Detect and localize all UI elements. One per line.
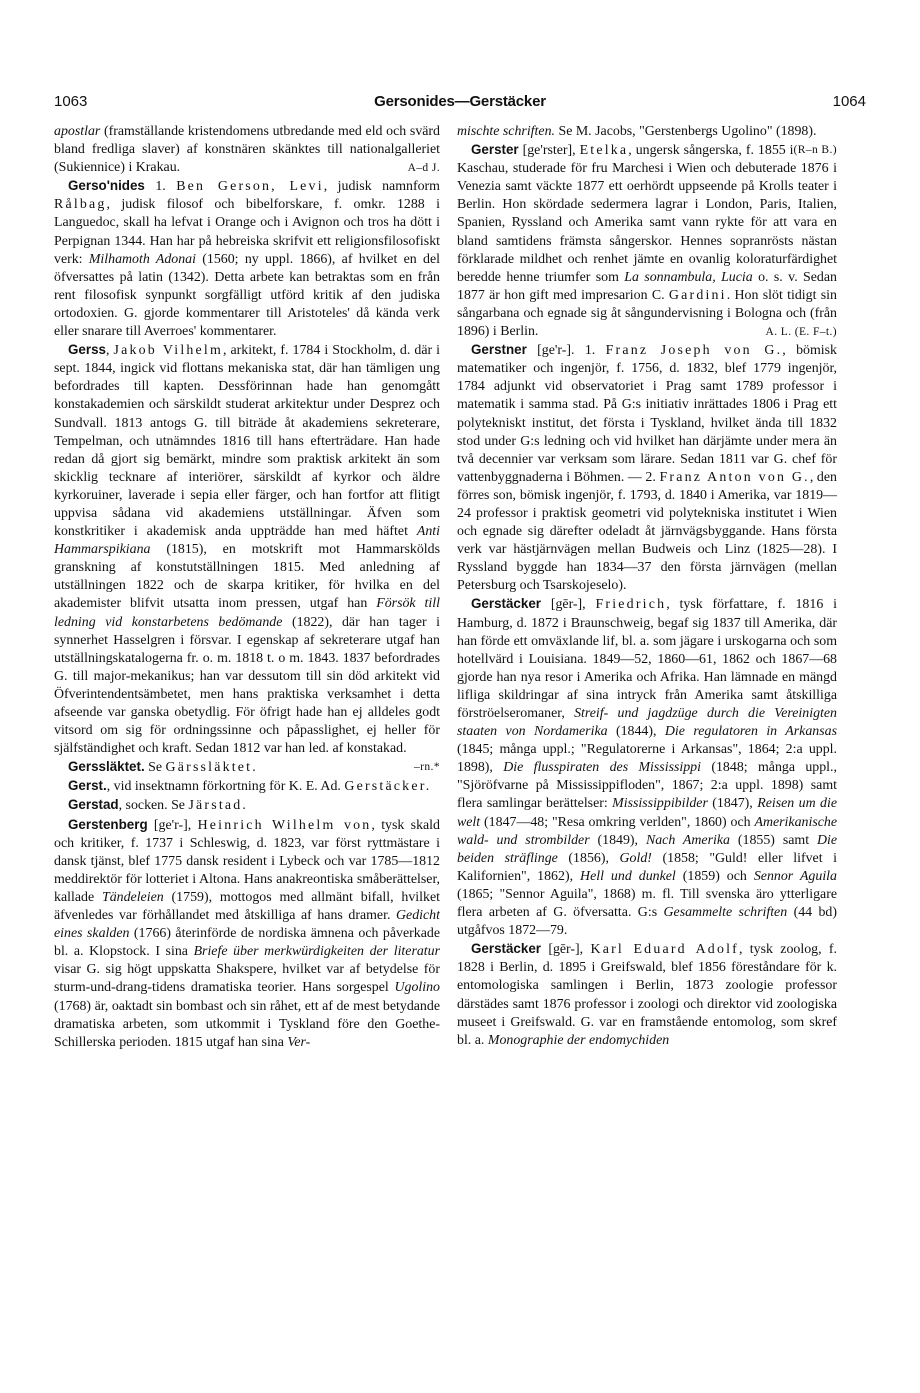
running-title: Gersonides—Gerstäcker	[374, 93, 546, 110]
headword: Gerster	[471, 142, 519, 158]
headword: Gerssläktet.	[68, 759, 145, 775]
entry-gerstner: Gerstner [ge'r-]. 1. Franz Joseph von G., bömisk matematiker och ingenjör, f. 1756, d. 1832, blef 1779 ingenjör, 1784 adjunkt vid observatoriet i Prag samt 1789 professor i matematik i samma stad. På G:s initiativ inrättades 1806 i Prag ett polytekniskt institut, det första i Tyskland, hvilket ända till 1832 stod under G:s ledning och vid hvilket han därjämte under mera än två decennier var verksam som lärare. Sedan 1811 var G. chef för vattenbyggnaderna i Böhmen. — 2. Franz Anton von G., den förres son, bömisk ingenjör, f. 1793, d. 1840 i Amerika, var 1819—24 professor i praktisk geometri vid polytekniska institutet i Wien och egnade sig därefter odeladt åt järnvägsbyggande. Hans första verk var hästjärnvägen mellan Budweis och Linz (1825—28). I Ryssland byggde han 1834—37 den första järnvägen (mellan Petersburg och Tsarskojeselo).	[457, 342, 837, 594]
cross-reference: Järstad.	[188, 798, 249, 814]
signature: (R–n B.)	[793, 144, 837, 157]
headword: Gerstäcker	[471, 596, 541, 612]
signature: –rn.*	[414, 761, 440, 774]
entry-gerstad: Gerstad, socken. Se Järstad.	[68, 797, 249, 814]
signature: A–d J.	[407, 162, 440, 175]
left-column	[54, 123, 440, 1373]
cross-reference: Gerstäcker.	[344, 779, 432, 795]
headword: Gerss	[68, 342, 106, 358]
page-header	[54, 93, 866, 115]
entry-gerss: Gerss, Jakob Vilhelm, arkitekt, f. 1784 i Stockholm, d. där i sept. 1844, ingick vid flottans mekaniska stat, där han tämligen ung befordrades till kapten. Dessförinnan hade han genomgått konstakademien och särskildt studerat arkitektur under Desprez och Sundvall. 1813 antogs G. till biträde åt akademiens sekreterare, Tempelman, och utnämndes 1816 till hans efterträdare. Han hade redan då gjort sig bemärkt, mindre som praktisk arkitekt än som skicklig tecknare af interiörer, särskildt af kyrkor och äldre kyrkoruiner, laverade i sepia eller färger, och han fortfor att flitigt uppvisa sådana vid akademiens utställningar. Äfven som konstkritiker i akademisk anda uppträdde han med häftet Anti Hammarspikiana (1815), en motskrift mot Hammarskölds granskning af konstutställningen 1815. Med anledning af utställningen 1822 och de skarpa kritiker, för hvilka en del akademister blifvit utsatta inom pressen, utgaf han Försök till ledning vid konstarbetens bedömande (1822), där han tager i synnerhet Hasselgren i försvar. I egenskap af sekreterare utgaf han utställningskatalogerna fr. o. m. 1818 t. o m. 1843. 1837 befordrades G. till major-mekanikus; han var dessutom till sin död arkitekt vid Öfverintendentsämbetet, men hans praktiska verksamhet i detta afseende var ganska obetydlig. För öfrigt hade han ej alldeles godt vitsord om sig för ordningssinne och påpasslighet, ej heller för själfständighet och kraft. Sedan 1812 var han led. af konstakad. –rn.*	[54, 341, 440, 758]
headword: Gerstäcker	[471, 941, 541, 957]
headword: Gerso'nides	[68, 178, 145, 194]
entry-continuation: apostlar (framställande kristendomens utbredande med eld och svärd bland fredliga slaver) af konstnären skänktes till nationalgalleriet (Sukiennice) i Krakau. A–d J.	[54, 123, 440, 177]
signature: A. L. (E. F–t.)	[765, 326, 837, 339]
headword: Gerstad	[68, 797, 119, 813]
right-column	[457, 123, 837, 1373]
headword: Gerstenberg	[68, 816, 148, 832]
entry-gerster: Gerster [ge'rster], Etelka, ungersk sångerska, f. 1855 i Kaschau, studerade för fru Marchesi i Wien och debuterade 1876 i Venezia samt väckte 1877 ett oerhördt uppseende på Krolls teater i Berlin. Hon skördade sedermera lagrar i London, Paris, Italien, Spanien, Ryssland och Amerika samt vann rykte för att vara en bland samtidens främsta sångerskor. Hennes sopranrösts nästan förklarade mildhet och renhet jämte en ovanlig koloraturfärdighet beredde henne triumfer som La sonnambula, Lucia o. s. v. Sedan 1877 är hon gift med impresarion C. Gardini. Hon slöt tidigt sin sångarbana och egnade sig åt sångundervisning i Bologna och (från 1896) i Berlin. A. L. (E. F–t.)	[457, 141, 837, 341]
entry-continuation: mischte schriften. Se M. Jacobs, "Gerstenbergs Ugolino" (1898). (R–n B.)	[457, 123, 837, 141]
entry-gersslaktet: Gerssläktet. Se Gärssläktet.	[68, 759, 258, 776]
headword: Gerst.	[68, 778, 107, 794]
page-number-right: 1064	[832, 93, 866, 110]
entry-gersonides: Gerso'nides 1. Ben Gerson, Levi, judisk namnform Rålbag, judisk filosof och bibelforskare, f. omkr. 1288 i Languedoc, skall ha lefvat i Orange och i Avignon och tros ha dött i Perpignan 1344. Han har på hebreiska skrifvit ett religionsfilosofiskt verk: Milhamoth Adonai (1560; ny uppl. 1866), af hvilket en del öfversattes på latin (1342). Detta arbete kan betraktas som en från rent filosofisk synpunkt sorgfälligt utförd kritik af den judiska ortodoxien. G. gjorde kommentarer till Aristoteles' då kända verk eller snarare till Averroes' kommentarer.	[54, 178, 440, 340]
entry-gerst: Gerst., vid insektnamn förkortning för K. E. Ad. Gerstäcker.	[68, 778, 432, 795]
page-number-left: 1063	[54, 93, 88, 110]
headword: Gerstner	[471, 342, 527, 358]
entry-gerstenberg: Gerstenberg [ge'r-], Heinrich Wilhelm von, tysk skald och kritiker, f. 1737 i Schleswig, d. 1823, var först ryttmästare i dansk tjänst, blef 1775 dansk resident i Lybeck och var 1785—1812 meddirektör för lotteriet i Altona. Hans anakreontiska småberättelser, kallade Tändeleien (1759), mottogos med allmänt bifall, hvilket äfvenledes var förhållandet med åtskilliga af hans dramer. Gedicht eines skalden (1766) återinförde de nordiska ämnena och påverkade bl. a. Klopstock. I sina Briefe über merkwürdigkeiten der literatur visar G. sig högt uppskatta Shakspere, hvilket var af betydelse för sturm-und-drang-tidens dramatiska teorier. Hans sorgespel Ugolino (1768) är, oaktadt sin bombast och sin råhet, ett af de mest betydande dramatiska arbeten, som utkommit i Tyskland före den Goethe-Schillerska perioden. 1815 utgaf han sina Ver-	[54, 816, 440, 1050]
cross-reference: Gärssläktet.	[165, 760, 258, 776]
entry-gerstacker-karl: Gerstäcker [gēr-], Karl Eduard Adolf, tysk zoolog, f. 1828 i Berlin, d. 1895 i Greifswald, blef 1856 föreståndare för k. entomologiska samlingen i Berlin, 1873 zoologie professor därstädes samt 1876 professor i zoologi och direktor vid zoologiska museet i Greifswald. G. var en framstående entomolog, som skref bl. a. Monographie der endomychiden	[457, 941, 837, 1048]
entry-gerstacker-friedrich: Gerstäcker [gēr-], Friedrich, tysk författare, f. 1816 i Hamburg, d. 1872 i Braunschweig, begaf sig 1837 till Amerika, där han förde ett omväxlande lif, bl. a. som jägare i urskogarna och som hotellvärd i Louisiana. 1849—52, 1860—61, 1862 och 1867—68 gjorde han nya resor i Amerika och Afrika. Han lämnade en mängd lifliga skildringar af sina intryck från Amerika samt åtskilliga förströelseromaner, Streif- und jagdzüge durch die Vereinigten staaten von Nordamerika (1844), Die regulatoren in Arkansas (1845; många uppl.; "Regulatorerne i Arkansas", 1864; 2:a uppl. 1898), Die flusspiraten des Mississippi (1848; många uppl., "Sjöröfvarne på Mississippifloden", 1867; 2:a uppl. 1898) samt flera samlingar berättelser: Mississippibilder (1847), Reisen um die welt (1847—48; "Resa omkring verlden", 1860) och Amerikanische wald- und strombilder (1849), Nach Amerika (1855) samt Die beiden sträflinge (1856), Gold! (1858; "Guld! eller lifvet i Kalifornien", 1862), Hell und dunkel (1859) och Sennor Aguila (1865; "Sennor Aguila", 1868) m. fl. Till svenska äro ytterligare flera arbeten af G. öfversatta. G:s Gesammelte schriften (44 bd) utgåfvos 1872—79.	[457, 596, 837, 939]
